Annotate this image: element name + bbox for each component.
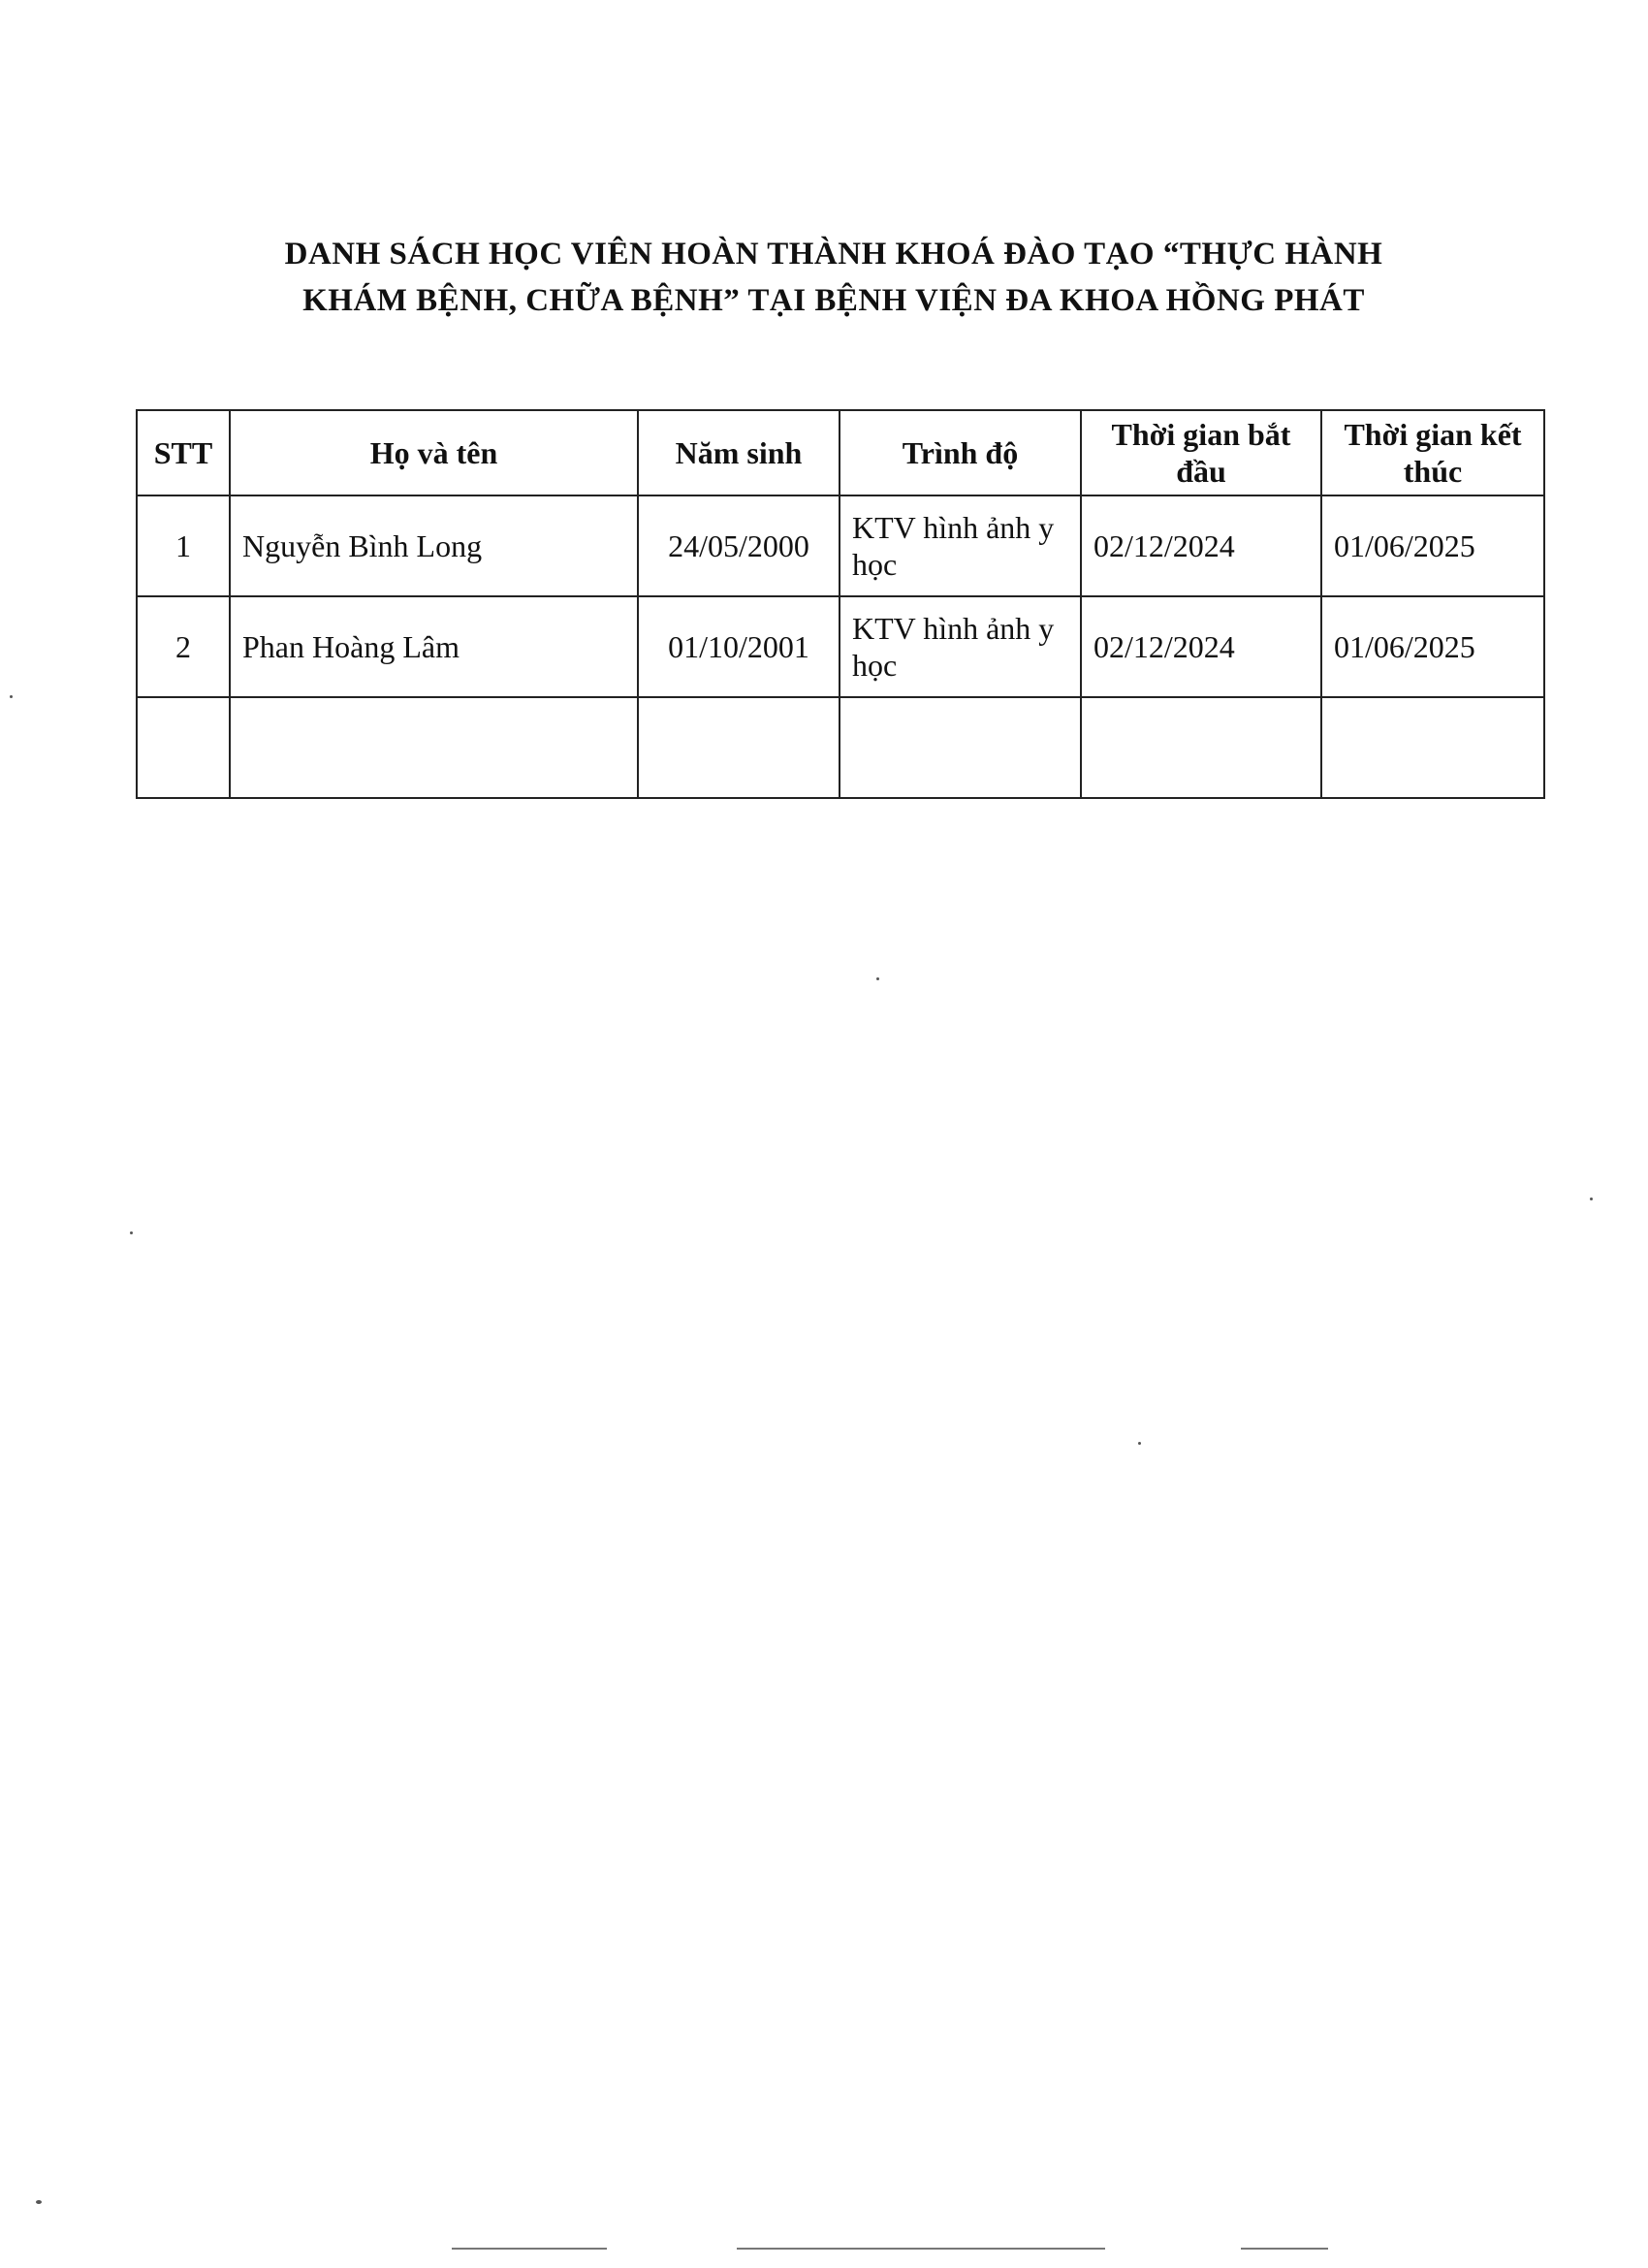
cell-stt <box>137 697 230 798</box>
header-start: Thời gian bắt đầu <box>1081 410 1321 495</box>
cell-dob: 24/05/2000 <box>638 495 840 596</box>
scan-speck <box>10 695 13 698</box>
cell-start <box>1081 697 1321 798</box>
cell-stt: 1 <box>137 495 230 596</box>
scan-speck <box>1590 1198 1593 1200</box>
scan-edge-line <box>737 2248 1105 2250</box>
cell-name <box>230 697 638 798</box>
title-line-2: KHÁM BỆNH, CHỮA BỆNH” TẠI BỆNH VIỆN ĐA KHOA HỒNG PHÁT <box>302 283 1365 318</box>
title-line-1: DANH SÁCH HỌC VIÊN HOÀN THÀNH KHOÁ ĐÀO TẠO “THỰC HÀNH <box>284 237 1383 272</box>
document-title <box>155 231 1512 324</box>
header-stt: STT <box>137 410 230 495</box>
cell-end <box>1321 697 1544 798</box>
cell-level: KTV hình ảnh y học <box>840 596 1081 697</box>
header-level: Trình độ <box>840 410 1081 495</box>
cell-end: 01/06/2025 <box>1321 495 1544 596</box>
cell-end: 01/06/2025 <box>1321 596 1544 697</box>
cell-start: 02/12/2024 <box>1081 596 1321 697</box>
cell-level <box>840 697 1081 798</box>
header-end: Thời gian kết thúc <box>1321 410 1544 495</box>
cell-dob: 01/10/2001 <box>638 596 840 697</box>
scan-speck <box>130 1231 133 1234</box>
cell-level: KTV hình ảnh y học <box>840 495 1081 596</box>
table-header-row <box>137 410 1544 495</box>
trainee-table <box>136 409 1545 799</box>
cell-start: 02/12/2024 <box>1081 495 1321 596</box>
scan-edge-line <box>452 2248 607 2250</box>
cell-name: Nguyễn Bình Long <box>230 495 638 596</box>
table-row <box>137 495 1544 596</box>
table-row-empty <box>137 697 1544 798</box>
scan-speck <box>1138 1442 1141 1445</box>
header-dob: Năm sinh <box>638 410 840 495</box>
cell-name: Phan Hoàng Lâm <box>230 596 638 697</box>
table-row <box>137 596 1544 697</box>
cell-dob <box>638 697 840 798</box>
cell-stt: 2 <box>137 596 230 697</box>
header-name: Họ và tên <box>230 410 638 495</box>
scan-speck <box>876 977 879 980</box>
scan-edge-line <box>1241 2248 1328 2250</box>
scan-speck <box>36 2200 42 2204</box>
